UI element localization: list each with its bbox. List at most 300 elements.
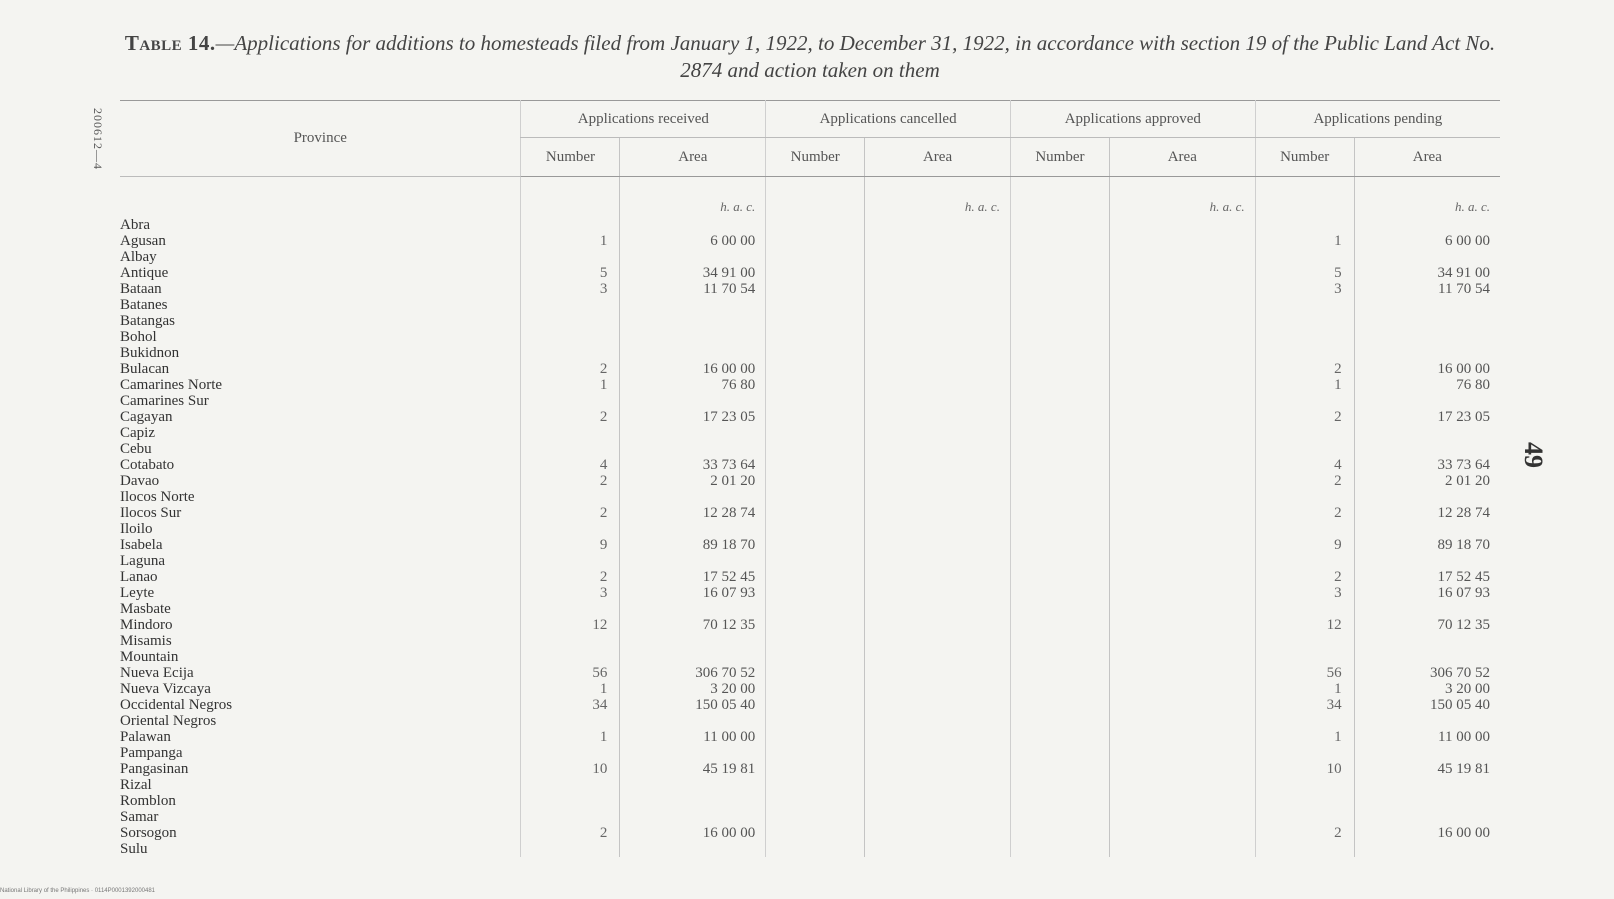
received-number-cell: 2 [521, 569, 620, 585]
cancelled-area-cell [865, 425, 1011, 441]
received-number-cell: 5 [521, 265, 620, 281]
province-cell: Davao [120, 473, 160, 489]
approved-number-cell [1010, 441, 1109, 457]
approved-area-cell [1109, 521, 1255, 537]
cancelled-number-cell [766, 393, 865, 409]
area-header: Area [1354, 138, 1500, 177]
approved-area-cell [1109, 313, 1255, 329]
approved-number-cell [1010, 233, 1109, 249]
approved-area-cell [1109, 729, 1255, 745]
group-header-cancelled: Applications cancelled [766, 101, 1011, 138]
pending-number-cell [1255, 489, 1354, 505]
approved-number-cell [1010, 649, 1109, 665]
cancelled-number-cell [766, 617, 865, 633]
cancelled-number-cell [766, 505, 865, 521]
table-row [120, 601, 1500, 617]
pending-area-cell: 45 19 81 [1354, 761, 1500, 777]
province-cell: Sorsogon [120, 825, 177, 841]
province-cell: Cotabato [120, 457, 175, 473]
province-cell: Batanes [120, 297, 168, 313]
approved-number-cell [1010, 553, 1109, 569]
approved-area-cell [1109, 633, 1255, 649]
received-number-cell: 1 [521, 681, 620, 697]
province-cell: Antique [120, 265, 169, 281]
approved-number-cell [1010, 345, 1109, 361]
approved-number-cell [1010, 809, 1109, 825]
approved-number-cell [1010, 761, 1109, 777]
province-cell: Albay [120, 249, 157, 265]
table-row [120, 281, 1500, 297]
cancelled-area-cell [865, 361, 1011, 377]
pending-number-cell [1255, 809, 1354, 825]
pending-number-cell [1255, 393, 1354, 409]
pending-area-cell [1354, 249, 1500, 265]
province-cell: Isabela [120, 537, 163, 553]
approved-number-cell [1010, 569, 1109, 585]
approved-area-cell [1109, 457, 1255, 473]
received-number-cell: 1 [521, 233, 620, 249]
received-number-cell: 1 [521, 377, 620, 393]
cancelled-number-cell [766, 425, 865, 441]
cancelled-area-cell [865, 489, 1011, 505]
province-cell: Samar [120, 809, 159, 825]
approved-number-cell [1010, 457, 1109, 473]
approved-area-cell [1109, 425, 1255, 441]
cancelled-area-cell [865, 793, 1011, 809]
received-number-cell [521, 425, 620, 441]
applications-table [120, 100, 1500, 857]
received-number-cell [521, 745, 620, 761]
approved-number-cell [1010, 713, 1109, 729]
received-area-cell [620, 345, 766, 361]
approved-area-cell [1109, 505, 1255, 521]
received-area-cell [620, 489, 766, 505]
cancelled-number-cell [766, 665, 865, 681]
province-cell: Nueva Ecija [120, 665, 194, 681]
area-unit: h. a. c. [865, 177, 1011, 218]
approved-area-cell [1109, 761, 1255, 777]
cancelled-number-cell [766, 793, 865, 809]
province-cell: Cebu [120, 441, 152, 457]
received-number-cell [521, 441, 620, 457]
approved-area-cell [1109, 601, 1255, 617]
table-row [120, 249, 1500, 265]
pending-area-cell: 70 12 35 [1354, 617, 1500, 633]
province-cell: Nueva Vizcaya [120, 681, 211, 697]
approved-number-cell [1010, 777, 1109, 793]
table-row [120, 841, 1500, 857]
province-cell: Agusan [120, 233, 166, 249]
number-header: Number [766, 138, 865, 177]
cancelled-area-cell [865, 697, 1011, 713]
cancelled-area-cell [865, 345, 1011, 361]
pending-number-cell: 3 [1255, 585, 1354, 601]
cancelled-number-cell [766, 345, 865, 361]
received-number-cell [521, 841, 620, 857]
pending-number-cell [1255, 745, 1354, 761]
cancelled-number-cell [766, 713, 865, 729]
pending-number-cell [1255, 329, 1354, 345]
cancelled-number-cell [766, 249, 865, 265]
pending-number-cell: 1 [1255, 681, 1354, 697]
table-row [120, 409, 1500, 425]
cancelled-number-cell [766, 569, 865, 585]
cancelled-area-cell [865, 537, 1011, 553]
table-row [120, 457, 1500, 473]
pending-number-cell [1255, 633, 1354, 649]
table-row [120, 377, 1500, 393]
approved-area-cell [1109, 777, 1255, 793]
pending-area-cell: 11 00 00 [1354, 729, 1500, 745]
received-number-cell [521, 489, 620, 505]
province-cell: Capiz [120, 425, 155, 441]
province-cell: Camarines Norte [120, 377, 223, 393]
received-area-cell: 89 18 70 [620, 537, 766, 553]
received-area-cell: 11 00 00 [620, 729, 766, 745]
cancelled-number-cell [766, 329, 865, 345]
approved-number-cell [1010, 217, 1109, 233]
pending-number-cell: 2 [1255, 825, 1354, 841]
cancelled-area-cell [865, 233, 1011, 249]
cancelled-area-cell [865, 553, 1011, 569]
cancelled-number-cell [766, 809, 865, 825]
pending-area-cell [1354, 649, 1500, 665]
cancelled-number-cell [766, 553, 865, 569]
cancelled-number-cell [766, 521, 865, 537]
table-row [120, 505, 1500, 521]
table-row [120, 617, 1500, 633]
pending-number-cell [1255, 249, 1354, 265]
pending-area-cell [1354, 441, 1500, 457]
cancelled-area-cell [865, 633, 1011, 649]
cancelled-number-cell [766, 313, 865, 329]
cancelled-number-cell [766, 649, 865, 665]
province-cell: Masbate [120, 601, 171, 617]
province-cell: Abra [120, 217, 150, 233]
cancelled-number-cell [766, 681, 865, 697]
pending-area-cell: 33 73 64 [1354, 457, 1500, 473]
approved-area-cell [1109, 377, 1255, 393]
received-number-cell [521, 649, 620, 665]
approved-number-cell [1010, 297, 1109, 313]
received-number-cell [521, 313, 620, 329]
approved-area-cell [1109, 825, 1255, 841]
cancelled-number-cell [766, 489, 865, 505]
cancelled-number-cell [766, 441, 865, 457]
approved-number-cell [1010, 617, 1109, 633]
cancelled-number-cell [766, 473, 865, 489]
table-row [120, 361, 1500, 377]
cancelled-number-cell [766, 777, 865, 793]
received-number-cell: 2 [521, 409, 620, 425]
received-area-cell: 33 73 64 [620, 457, 766, 473]
table-row [120, 537, 1500, 553]
approved-number-cell [1010, 473, 1109, 489]
table-row [120, 233, 1500, 249]
cancelled-area-cell [865, 313, 1011, 329]
received-number-cell [521, 249, 620, 265]
table-row [120, 761, 1500, 777]
pending-number-cell: 12 [1255, 617, 1354, 633]
province-cell: Ilocos Norte [120, 489, 195, 505]
group-header-received: Applications received [521, 101, 766, 138]
table-row [120, 777, 1500, 793]
table-title [120, 30, 1500, 84]
received-area-cell: 17 52 45 [620, 569, 766, 585]
cancelled-area-cell [865, 713, 1011, 729]
pending-number-cell: 34 [1255, 697, 1354, 713]
received-area-cell [620, 601, 766, 617]
province-cell: Ilocos Sur [120, 505, 182, 521]
province-cell: Bataan [120, 281, 162, 297]
approved-area-cell [1109, 393, 1255, 409]
received-area-cell: 3 20 00 [620, 681, 766, 697]
area-unit: h. a. c. [1354, 177, 1500, 218]
pending-number-cell: 56 [1255, 665, 1354, 681]
received-area-cell [620, 793, 766, 809]
table-row [120, 521, 1500, 537]
received-area-cell: 16 07 93 [620, 585, 766, 601]
pending-area-cell [1354, 601, 1500, 617]
unit-row [120, 177, 1500, 218]
received-area-cell: 150 05 40 [620, 697, 766, 713]
cancelled-area-cell [865, 825, 1011, 841]
table-row [120, 681, 1500, 697]
pending-area-cell [1354, 713, 1500, 729]
cancelled-area-cell [865, 745, 1011, 761]
cancelled-area-cell [865, 585, 1011, 601]
pending-number-cell: 2 [1255, 569, 1354, 585]
cancelled-area-cell [865, 505, 1011, 521]
received-number-cell: 2 [521, 505, 620, 521]
pending-number-cell: 1 [1255, 377, 1354, 393]
received-number-cell [521, 553, 620, 569]
pending-number-cell: 1 [1255, 233, 1354, 249]
received-area-cell [620, 329, 766, 345]
approved-area-cell [1109, 745, 1255, 761]
received-number-cell [521, 329, 620, 345]
cancelled-number-cell [766, 457, 865, 473]
approved-area-cell [1109, 249, 1255, 265]
province-cell: Pangasinan [120, 761, 189, 777]
province-cell: Sulu [120, 841, 148, 857]
cancelled-number-cell [766, 361, 865, 377]
pending-number-cell: 1 [1255, 729, 1354, 745]
pending-number-cell: 3 [1255, 281, 1354, 297]
cancelled-number-cell [766, 233, 865, 249]
pending-number-cell [1255, 793, 1354, 809]
pending-number-cell: 9 [1255, 537, 1354, 553]
pending-area-cell [1354, 553, 1500, 569]
cancelled-area-cell [865, 681, 1011, 697]
table-row [120, 473, 1500, 489]
received-number-cell: 4 [521, 457, 620, 473]
approved-number-cell [1010, 489, 1109, 505]
cancelled-area-cell [865, 521, 1011, 537]
received-number-cell [521, 297, 620, 313]
approved-number-cell [1010, 633, 1109, 649]
received-number-cell: 34 [521, 697, 620, 713]
received-area-cell [620, 393, 766, 409]
received-number-cell [521, 521, 620, 537]
cancelled-number-cell [766, 265, 865, 281]
approved-number-cell [1010, 681, 1109, 697]
received-number-cell [521, 809, 620, 825]
province-cell: Palawan [120, 729, 171, 745]
approved-number-cell [1010, 409, 1109, 425]
table-row [120, 697, 1500, 713]
pending-area-cell: 16 07 93 [1354, 585, 1500, 601]
cancelled-area-cell [865, 217, 1011, 233]
pending-area-cell [1354, 297, 1500, 313]
received-area-cell [620, 809, 766, 825]
approved-area-cell [1109, 665, 1255, 681]
pending-area-cell: 76 80 [1354, 377, 1500, 393]
cancelled-area-cell [865, 841, 1011, 857]
received-area-cell [620, 713, 766, 729]
pending-number-cell: 2 [1255, 361, 1354, 377]
pending-area-cell [1354, 745, 1500, 761]
cancelled-area-cell [865, 777, 1011, 793]
cancelled-number-cell [766, 537, 865, 553]
cancelled-number-cell [766, 585, 865, 601]
cancelled-number-cell [766, 409, 865, 425]
pending-area-cell [1354, 841, 1500, 857]
area-header: Area [1109, 138, 1255, 177]
received-area-cell [620, 745, 766, 761]
received-number-cell: 10 [521, 761, 620, 777]
approved-area-cell [1109, 281, 1255, 297]
page-number: 49 [1519, 442, 1548, 468]
received-number-cell [521, 345, 620, 361]
approved-number-cell [1010, 361, 1109, 377]
cancelled-area-cell [865, 377, 1011, 393]
table-number: Table 14. [124, 31, 216, 55]
approved-number-cell [1010, 697, 1109, 713]
group-header-pending: Applications pending [1255, 101, 1500, 138]
table-row [120, 217, 1500, 233]
received-area-cell: 76 80 [620, 377, 766, 393]
cancelled-number-cell [766, 841, 865, 857]
pending-number-cell [1255, 777, 1354, 793]
pending-area-cell: 34 91 00 [1354, 265, 1500, 281]
received-area-cell [620, 841, 766, 857]
table-row [120, 633, 1500, 649]
received-area-cell [620, 297, 766, 313]
approved-area-cell [1109, 329, 1255, 345]
cancelled-area-cell [865, 569, 1011, 585]
pending-number-cell: 2 [1255, 473, 1354, 489]
approved-number-cell [1010, 393, 1109, 409]
pending-number-cell [1255, 217, 1354, 233]
cancelled-number-cell [766, 745, 865, 761]
pending-number-cell: 5 [1255, 265, 1354, 281]
cancelled-number-cell [766, 601, 865, 617]
approved-area-cell [1109, 809, 1255, 825]
received-area-cell [620, 249, 766, 265]
pending-number-cell: 2 [1255, 409, 1354, 425]
received-area-cell: 34 91 00 [620, 265, 766, 281]
province-cell: Lanao [120, 569, 158, 585]
province-cell: Bulacan [120, 361, 170, 377]
approved-number-cell [1010, 425, 1109, 441]
province-cell: Camarines Sur [120, 393, 209, 409]
approved-number-cell [1010, 585, 1109, 601]
received-number-cell [521, 601, 620, 617]
approved-area-cell [1109, 473, 1255, 489]
province-cell: Occidental Negros [120, 697, 233, 713]
table-row [120, 489, 1500, 505]
approved-area-cell [1109, 585, 1255, 601]
pending-area-cell [1354, 393, 1500, 409]
approved-area-cell [1109, 361, 1255, 377]
pending-area-cell [1354, 217, 1500, 233]
approved-area-cell [1109, 233, 1255, 249]
received-number-cell [521, 217, 620, 233]
province-cell: Pampanga [120, 745, 183, 761]
table-row [120, 665, 1500, 681]
cancelled-area-cell [865, 265, 1011, 281]
table-row [120, 297, 1500, 313]
received-area-cell: 12 28 74 [620, 505, 766, 521]
table-row [120, 313, 1500, 329]
received-area-cell: 45 19 81 [620, 761, 766, 777]
province-cell: Cagayan [120, 409, 173, 425]
cancelled-area-cell [865, 457, 1011, 473]
pending-area-cell [1354, 793, 1500, 809]
approved-number-cell [1010, 505, 1109, 521]
received-area-cell [620, 313, 766, 329]
table-row [120, 441, 1500, 457]
received-area-cell: 306 70 52 [620, 665, 766, 681]
approved-area-cell [1109, 345, 1255, 361]
number-header: Number [1010, 138, 1109, 177]
cancelled-area-cell [865, 297, 1011, 313]
pending-number-cell [1255, 313, 1354, 329]
pending-number-cell [1255, 601, 1354, 617]
approved-number-cell [1010, 377, 1109, 393]
approved-area-cell [1109, 489, 1255, 505]
cancelled-area-cell [865, 281, 1011, 297]
table-body [120, 177, 1500, 858]
number-header: Number [1255, 138, 1354, 177]
cancelled-area-cell [865, 649, 1011, 665]
province-cell: Misamis [120, 633, 172, 649]
province-cell: Mindoro [120, 617, 173, 633]
province-cell: Bukidnon [120, 345, 180, 361]
pending-number-cell [1255, 297, 1354, 313]
group-header-approved: Applications approved [1010, 101, 1255, 138]
cancelled-number-cell [766, 633, 865, 649]
pending-area-cell [1354, 521, 1500, 537]
received-number-cell [521, 393, 620, 409]
received-area-cell [620, 649, 766, 665]
approved-number-cell [1010, 313, 1109, 329]
pending-number-cell [1255, 425, 1354, 441]
table-caption: —Applications for additions to homesteads filed from January 1, 1922, to December 31, 1922, in accordance with section 19 of the Public Land Act No. 2874 and action taken on them [215, 31, 1496, 82]
table-row [120, 745, 1500, 761]
received-area-cell: 2 01 20 [620, 473, 766, 489]
pending-number-cell [1255, 345, 1354, 361]
table-row [120, 265, 1500, 281]
table-row [120, 649, 1500, 665]
pending-number-cell [1255, 553, 1354, 569]
received-area-cell: 16 00 00 [620, 361, 766, 377]
received-number-cell: 2 [521, 473, 620, 489]
pending-number-cell: 10 [1255, 761, 1354, 777]
approved-number-cell [1010, 537, 1109, 553]
province-header: Province [120, 101, 521, 177]
